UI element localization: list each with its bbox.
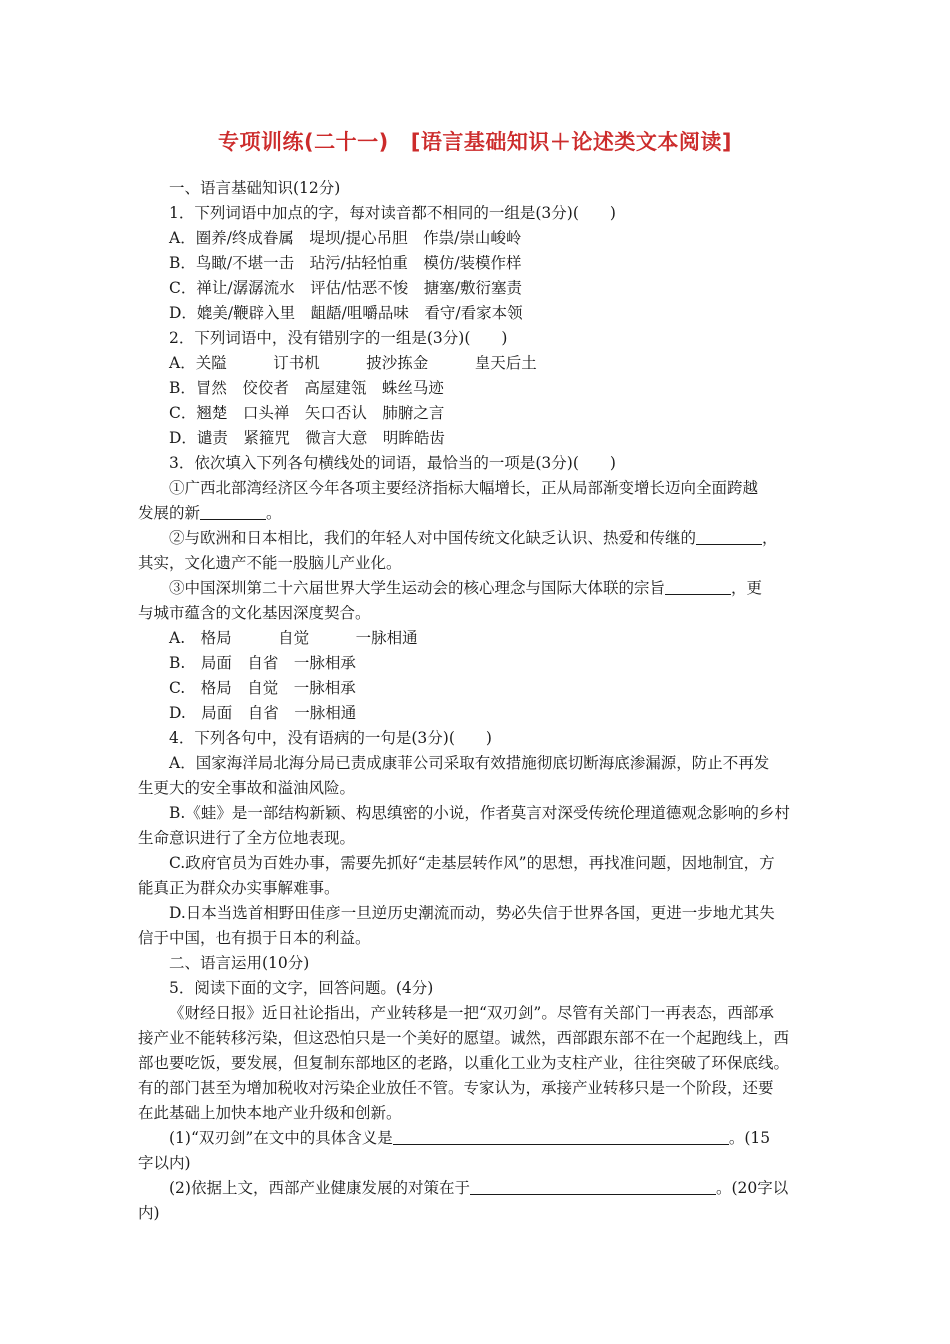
question-3-sentence-1: ①广西北部湾经济区今年各项主要经济指标大幅增长，正从局部渐变增长迈向全面跨越	[169, 479, 759, 497]
question-3-sentence-1-cont: 发展的新 。	[138, 504, 282, 522]
passage-line: 在此基础上加快本地产业升级和创新。	[138, 1104, 402, 1122]
question-2-option-b: B．冒然 佼佼者 高屋建瓴 蛛丝马迹	[169, 379, 444, 397]
question-3-option-d: D. 局面 自省 一脉相通	[169, 704, 357, 722]
section-heading-1: 一、语言基础知识(12分)	[169, 179, 341, 197]
answer-blank[interactable]	[393, 1128, 729, 1145]
answer-blank[interactable]	[665, 578, 731, 595]
question-3-sentence-3: ③中国深圳第二十六届世界大学生运动会的核心理念与国际大体联的宗旨 ，更	[169, 579, 763, 597]
question-2-option-c: C．翘楚 口头禅 矢口否认 肺腑之言	[169, 404, 445, 422]
question-4-option-a: A．国家海洋局北海分局已责成康菲公司采取有效措施彻底切断海底渗漏源，防止不再发	[169, 754, 770, 772]
question-1-option-c: C．禅让/潺潺流水 评估/怙恶不悛 搪塞/敷衍塞责	[169, 279, 523, 297]
question-4-option-a-cont: 生更大的安全事故和溢油风险。	[138, 779, 356, 797]
question-5-stem: 5．阅读下面的文字，回答问题。(4分)	[169, 979, 434, 997]
document-body	[138, 176, 816, 1226]
question-3-sentence-2: ②与欧洲和日本相比，我们的年轻人对中国传统文化缺乏认识、热爱和传继的 ，	[169, 529, 778, 547]
question-5-sub-2-cont: 内)	[138, 1204, 160, 1222]
section-heading-2: 二、语言运用(10分)	[169, 954, 310, 972]
question-5-sub-1-cont: 字以内)	[138, 1154, 191, 1172]
question-1-option-d: D．媲美/鞭辟入里 龃龉/咀嚼品味 看守/看家本领	[169, 304, 523, 322]
question-3-stem: 3．依次填入下列各句横线处的词语，最恰当的一项是(3分)( )	[169, 454, 616, 472]
question-1-stem: 1．下列词语中加点的字，每对读音都不相同的一组是(3分)( )	[169, 204, 616, 222]
passage-line: 《财经日报》近日社论指出，产业转移是一把“双刃剑”。尽管有关部门一再表态，西部承	[169, 1004, 774, 1022]
page-title	[0, 126, 950, 156]
question-2-option-a: A．关隘 订书机 披沙拣金 皇天后土	[169, 354, 537, 372]
question-4-option-d: D.日本当选首相野田佳彦一旦逆历史潮流而动，势必失信于世界各国，更进一步地尤其失	[169, 904, 775, 922]
passage-line: 有的部门甚至为增加税收对污染企业放任不管。专家认为，承接产业转移只是一个阶段，还要	[138, 1079, 774, 1097]
question-4-option-d-cont: 信于中国，也有损于日本的利益。	[138, 929, 371, 947]
question-4-option-b-cont: 生命意识进行了全方位地表现。	[138, 829, 356, 847]
question-4-stem: 4．下列各句中，没有语病的一句是(3分)( )	[169, 729, 492, 747]
passage-line: 接产业不能转移污染，但这恐怕只是一个美好的愿望。诚然，西部跟东部不在一个起跑线上，西	[138, 1029, 790, 1047]
question-5-sub-1: (1)“双刃剑”在文中的具体含义是 。(15	[169, 1129, 771, 1147]
question-4-option-b: B.《蛙》是一部结构新颖、构思缜密的小说，作者莫言对深受传统伦理道德观念影响的乡村	[169, 804, 790, 822]
question-1-option-b: B．鸟瞰/不堪一击 玷污/拈轻怕重 模仿/装模作样	[169, 254, 522, 272]
question-2-option-d: D．谴责 紧箍咒 微言大意 明眸皓齿	[169, 429, 445, 447]
question-2-stem: 2．下列词语中，没有错别字的一组是(3分)( )	[169, 329, 508, 347]
answer-blank[interactable]	[696, 528, 762, 545]
question-5-sub-2: (2)依据上文，西部产业健康发展的对策在于 。(20字以	[169, 1179, 789, 1197]
question-3-sentence-3-cont: 与城市蕴含的文化基因深度契合。	[138, 604, 371, 622]
question-3-option-b: B. 局面 自省 一脉相承	[169, 654, 356, 672]
question-3-option-c: C. 格局 自觉 一脉相承	[169, 679, 356, 697]
question-4-option-c: C.政府官员为百姓办事，需要先抓好“走基层转作风”的思想，再找准问题，因地制宜，方	[169, 854, 775, 872]
answer-blank[interactable]	[470, 1178, 716, 1195]
question-3-sentence-2-cont: 其实，文化遗产不能一股脑儿产业化。	[138, 554, 402, 572]
title-right: [语言基础知识＋论述类文本阅读]	[410, 130, 732, 154]
question-4-option-c-cont: 能真正为群众办实事解难事。	[138, 879, 340, 897]
question-1-option-a: A．圈养/终成眷属 堤坝/提心吊胆 作祟/崇山峻岭	[169, 229, 522, 247]
answer-blank[interactable]	[200, 503, 266, 520]
question-3-option-a: A. 格局 自觉 一脉相通	[169, 629, 418, 647]
passage-line: 部也要吃饭，要发展，但复制东部地区的老路，以重化工业为支柱产业，往往突破了环保底线。	[138, 1054, 790, 1072]
title-left: 专项训练(二十一)	[218, 130, 389, 154]
